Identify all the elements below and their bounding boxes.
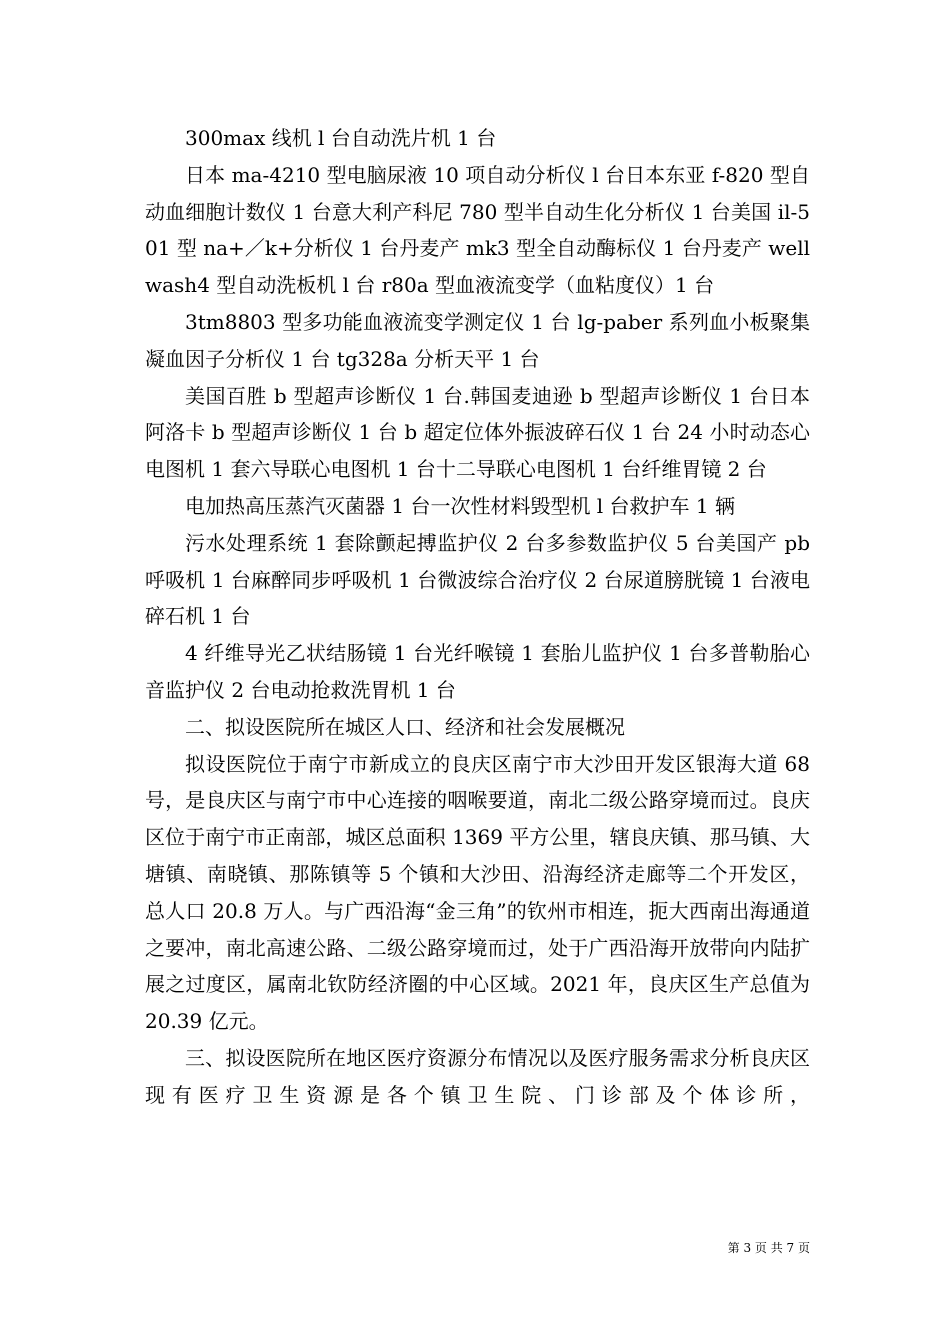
paragraph-equipment-ultrasound: 美国百胜 b 型超声诊断仪 1 台.韩国麦迪逊 b 型超声诊断仪 1 台日本阿洛卡 b 型超声诊断仪 1 台 b 超定位体外振波碎石仪 1 台 24 小时动态心电图机 1 套六导联心电图机 1 台十二导联心电图机 1 台纤维胃镜 2 台 <box>145 383 810 482</box>
paragraph-equipment-monitors: 污水处理系统 1 套除颤起搏监护仪 2 台多参数监护仪 5 台美国产 pb 呼吸机 1 台麻醉同步呼吸机 1 台微波综合治疗仪 2 台尿道膀胱镜 1 台液电碎石机 1 台 <box>145 530 810 629</box>
page-number: 第 3 页 共 7 页 <box>727 1241 810 1255</box>
document-body <box>145 120 810 1114</box>
paragraph-district-overview: 拟设医院位于南宁市新成立的良庆区南宁市大沙田开发区银海大道 68 号，是良庆区与南宁市中心连接的咽喉要道，南北二级公路穿境而过。良庆区位于南宁市正南部，城区总面积 1369 平方公里，辖良庆镇、那马镇、大塘镇、南晓镇、那陈镇等 5 个镇和大沙田、沿海经济走廊等二个开发区，总人口 20.8 万人。与广西沿海“金三角”的钦州市相连，扼大西南出海通道之要冲，南北高速公路、二级公路穿境而过，处于广西沿海开放带向内陆扩展之过度区，属南北钦防经济圈的中心区域。2021 年，良庆区生产总值为 20.39 亿元。 <box>145 751 810 1034</box>
paragraph-equipment-endoscopes: 4 纤维导光乙状结肠镜 1 台光纤喉镜 1 套胎儿监护仪 1 台多普勒胎心音监护仪 2 台电动抢救洗胃机 1 台 <box>145 641 810 702</box>
section-heading-3: 三、拟设医院所在地区医疗资源分布情况以及医疗服务需求分析良庆区现有医疗卫生资源是各个镇卫生院、门诊部及个体诊所， <box>145 1045 810 1107</box>
paragraph-equipment-rheology: 3tm8803 型多功能血液流变学测定仪 1 台 lg-paber 系列血小板聚集凝血因子分析仪 1 台 tg328a 分析天平 1 台 <box>145 309 810 371</box>
section-heading-2: 二、拟设医院所在城区人口、经济和社会发展概况 <box>185 714 625 739</box>
paragraph-equipment-sterilizer: 电加热高压蒸汽灭菌器 1 台一次性材料毁型机 l 台救护车 1 辆 <box>185 493 735 518</box>
paragraph-equipment-xray: 300max 线机 l 台自动洗片机 1 台 <box>185 126 497 150</box>
paragraph-equipment-lab: 日本 ma-4210 型电脑尿液 10 项自动分析仪 l 台日本东亚 f-820 型自动血细胞计数仪 1 台意大利产科尼 780 型半自动生化分析仪 1 台美国 il-501 型 na+／k+分析仪 1 台丹麦产 mk3 型全自动酶标仪 1 台丹麦产 wellwash4 型自动洗板机 l 台 r80a 型血液流变学（血粘度仪）1 台 <box>145 162 810 298</box>
